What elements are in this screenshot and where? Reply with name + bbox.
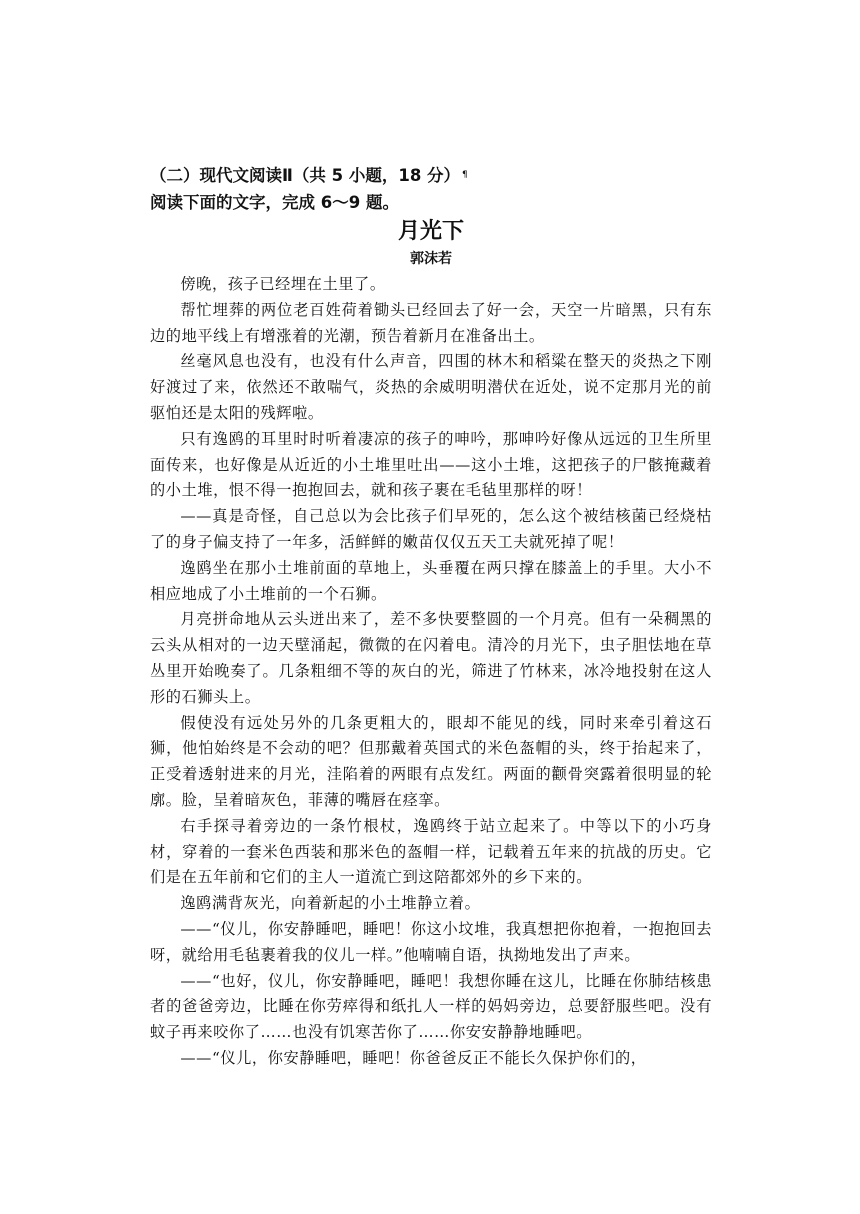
article-body <box>150 272 712 1072</box>
document-page <box>150 162 712 1072</box>
article-title: 月光下 <box>397 219 464 244</box>
article-author: 郭沫若 <box>410 251 452 267</box>
paragraph: ——“仪儿，你安静睡吧，睡吧！你这小坟堆，我真想把你抱着，一抱抱回去呀，就给用毛毡裹着我的仪儿一样。”他喃喃自语，执拗地发出了声来。 <box>150 919 712 964</box>
paragraph: 只有逸鸥的耳里时时听着凄凉的孩子的呻吟，那呻吟好像从远远的卫生所里面传来，也好像是从近近的小土堆里吐出——这小土堆，这把孩子的尸骸掩藏着的小土堆，恨不得一抱抱回去，就和孩子裹在毛毡里那样的呀！ <box>150 429 712 500</box>
paragraph: ——真是奇怪，自己总以为会比孩子们早死的，怎么这个被结核菌已经烧枯了的身子偏支持了一年多，活鲜鲜的嫩苗仅仅五天工夫就死掉了呢！ <box>150 507 712 551</box>
paragraph: 右手探寻着旁边的一条竹根杖，逸鸥终于站立起来了。中等以下的小巧身材，穿着的一套米色西装和那米色的盔帽一样，记载着五年来的抗战的历史。它们是在五年前和它们的主人一道流亡到这陪都郊外的乡下来的。 <box>150 816 712 887</box>
paragraph-mark-icon: ¶ <box>462 170 468 180</box>
paragraph: 逸鸥满背灰光，向着新起的小土堆静立着。 <box>180 894 481 913</box>
paragraph: ——“也好，仪儿，你安静睡吧，睡吧！我想你睡在这儿，比睡在你肺结核患者的爸爸旁边，比睡在你劳瘁得和纸扎人一样的妈妈旁边，总要舒服些吧。没有蚊子再来咬你了……也没有饥寒苦你了……你安安静静地睡吧。 <box>150 971 712 1042</box>
reading-instruction: 阅读下面的文字，完成 6～9 题。 <box>150 193 399 212</box>
paragraph: 月亮拼命地从云头迸出来了，差不多快要整圆的一个月亮。但有一朵稠黑的云头从相对的一边天壁涌起，微微的在闪着电。清冷的月光下，虫子胆怯地在草丛里开始晚奏了。几条粗细不等的灰白的光，筛进了竹林来，冰冷地投射在这人形的石狮头上。 <box>150 610 712 706</box>
paragraph: 帮忙埋葬的两位老百姓荷着锄头已经回去了好一会，天空一片暗黑，只有东边的地平线上有增涨着的光潮，预告着新月在准备出土。 <box>150 300 712 345</box>
paragraph: ——“仪儿，你安静睡吧，睡吧！你爸爸反正不能长久保护你们的， <box>180 1048 647 1067</box>
paragraph: 傍晚，孩子已经埋在土里了。 <box>180 275 386 293</box>
paragraph: 丝毫风息也没有，也没有什么声音，四围的林木和稻粱在整天的炎热之下刚好渡过了来，依然还不敢喘气，炎热的余威明明潜伏在近处，说不定那月光的前驱怕还是太阳的残辉啦。 <box>150 352 712 422</box>
paragraph: 逸鸥坐在那小土堆前面的草地上，头垂覆在两只撑在膝盖上的手里。大小不相应地成了小土堆前的一个石狮。 <box>150 558 712 603</box>
paragraph: 假使没有远处另外的几条更粗大的，眼却不能见的线，同时来牵引着这石狮，他怕始终是不会动的吧？但那戴着英国式的米色盔帽的头，终于抬起来了，正受着透射进来的月光，洼陷着的两眼有点发红。两面的颧骨突露着很明显的轮廓。脸，呈着暗灰色，菲薄的嘴唇在痉挛。 <box>150 713 712 809</box>
section-title <box>150 162 712 189</box>
section-title-text: （二）现代文阅读Ⅱ（共 5 小题，18 分） <box>150 166 461 185</box>
